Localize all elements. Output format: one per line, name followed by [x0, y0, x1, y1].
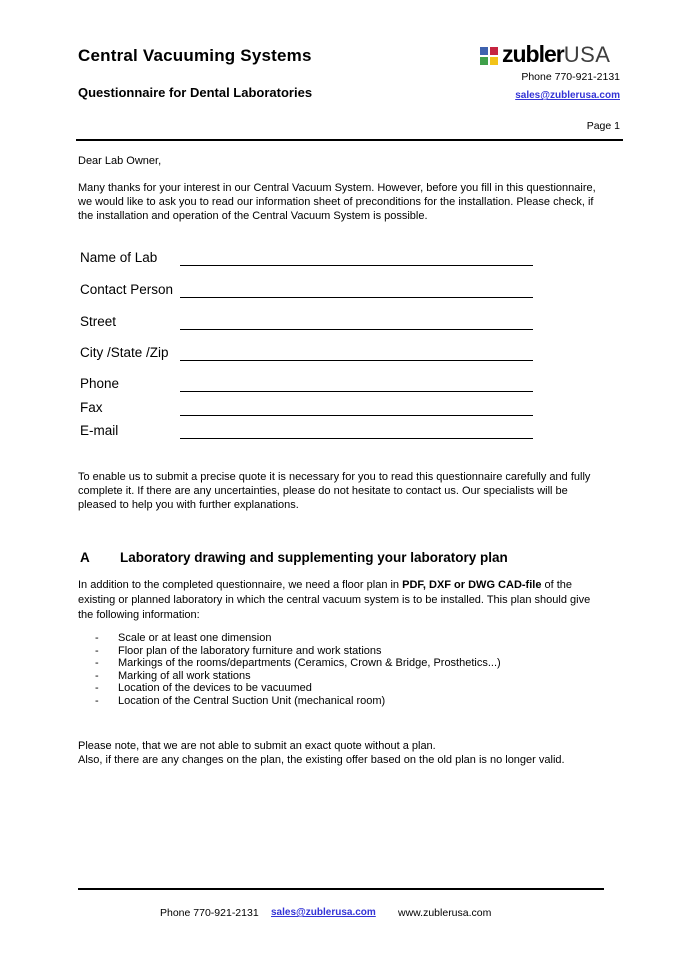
plan-note-line-1: Please note, that we are not able to submit an exact quote without a plan. — [78, 740, 436, 752]
intro-paragraph: Many thanks for your interest in our Central Vacuum System. However, before you fill in this questionnaire, we would like to ask you to read our information sheet of preconditions for the installation. Please check, if the installation and operation of the Central Vacuum System is possible. — [78, 182, 596, 222]
plan-note — [78, 740, 565, 767]
header-phone: Phone 770-921-2131 — [521, 71, 620, 83]
logo-square-3 — [490, 57, 498, 65]
email-label: E-mail — [80, 423, 119, 438]
header-email-link[interactable]: sales@zublerusa.com — [515, 90, 620, 101]
section-a-title: Laboratory drawing and supplementing your laboratory plan — [120, 550, 508, 565]
zubler-logo — [480, 43, 610, 66]
salutation: Dear Lab Owner, — [78, 155, 162, 167]
bullet-dash-icon: - — [95, 644, 99, 657]
section-a-letter: A — [80, 550, 90, 565]
logo-region-text: USA — [563, 42, 611, 67]
city-state-zip-label: City /State /Zip — [80, 345, 169, 360]
list-item — [95, 632, 501, 645]
section-a-heading — [80, 550, 508, 565]
page-number: Page 1 — [586, 120, 620, 132]
bullet-dash-icon: - — [95, 694, 99, 707]
bullet-dash-icon: - — [95, 657, 99, 669]
bullet-dash-icon: - — [95, 632, 99, 644]
phone-field — [180, 375, 533, 392]
bullet-dash-icon: - — [95, 682, 99, 694]
footer-email-link[interactable]: sales@zublerusa.com — [271, 907, 376, 918]
logo-square-2 — [480, 57, 488, 65]
page-title: Central Vacuuming Systems — [78, 46, 312, 65]
contact-person-label: Contact Person — [80, 282, 174, 297]
section-a-paragraph — [78, 578, 602, 623]
logo-square-0 — [480, 47, 488, 55]
bullet-text: Location of the Central Suction Unit (mechanical room) — [118, 694, 386, 707]
form-row-fax — [78, 399, 533, 416]
bullet-dash-icon: - — [95, 669, 99, 682]
footer-rule — [78, 888, 604, 890]
logo-square-1 — [490, 47, 498, 55]
list-item — [95, 657, 501, 670]
phone-label: Phone — [80, 376, 120, 391]
city-state-zip-field — [180, 344, 533, 361]
fax-label: Fax — [80, 400, 103, 415]
fax-field — [180, 399, 533, 416]
quote-note-paragraph: To enable us to submit a precise quote it is necessary for you to read this questionnaire carefully and fully complete it. If there are any uncertainties, please do not hesitate to contact us. Our specialists will be pleased to help you with further explanations. — [78, 471, 591, 511]
bullet-text: Location of the devices to be vacuumed — [118, 682, 312, 694]
bullet-text: Scale or at least one dimension — [118, 632, 272, 644]
form-row-name-of-lab — [78, 249, 533, 266]
form-row-street — [78, 313, 533, 330]
list-item — [95, 670, 501, 683]
form-row-contact-person — [78, 281, 533, 298]
section-a-bullet-list — [95, 632, 501, 707]
bullet-text: Markings of the rooms/departments (Ceramics, Crown & Bridge, Prosthetics...) — [118, 657, 501, 669]
footer-phone: Phone 770-921-2131 — [160, 907, 259, 919]
street-field — [180, 313, 533, 330]
section-a-paragraph-end: of the existing or planned laboratory in which the central vacuum system is to be installed. This plan should give the following information: — [78, 579, 591, 621]
plan-note-line-2: Also, if there are any changes on the plan, the existing offer based on the old plan is no longer valid. — [78, 753, 565, 766]
contact-person-field — [180, 281, 533, 298]
logo-brand-text: zubler — [502, 41, 564, 67]
list-item — [95, 645, 501, 658]
bullet-text: Floor plan of the laboratory furniture and work stations — [118, 644, 382, 657]
header-rule — [76, 139, 623, 141]
form-row-email — [78, 422, 533, 439]
name-of-lab-field — [180, 249, 533, 266]
form-row-phone — [78, 375, 533, 392]
page-subtitle: Questionnaire for Dental Laboratories — [78, 85, 313, 100]
section-a-paragraph-start: In addition to the completed questionnaire, we need a floor plan in — [78, 579, 403, 591]
list-item — [95, 695, 501, 708]
bullet-text: Marking of all work stations — [118, 669, 251, 682]
form-row-city-state-zip — [78, 344, 533, 361]
section-a-paragraph-filetypes: PDF, DXF or DWG CAD-file — [402, 579, 542, 591]
name-of-lab-label: Name of Lab — [80, 250, 158, 265]
list-item — [95, 682, 501, 695]
email-field — [180, 422, 533, 439]
street-label: Street — [80, 314, 117, 329]
logo-squares-icon — [480, 47, 498, 65]
footer-website: www.zublerusa.com — [398, 907, 492, 919]
